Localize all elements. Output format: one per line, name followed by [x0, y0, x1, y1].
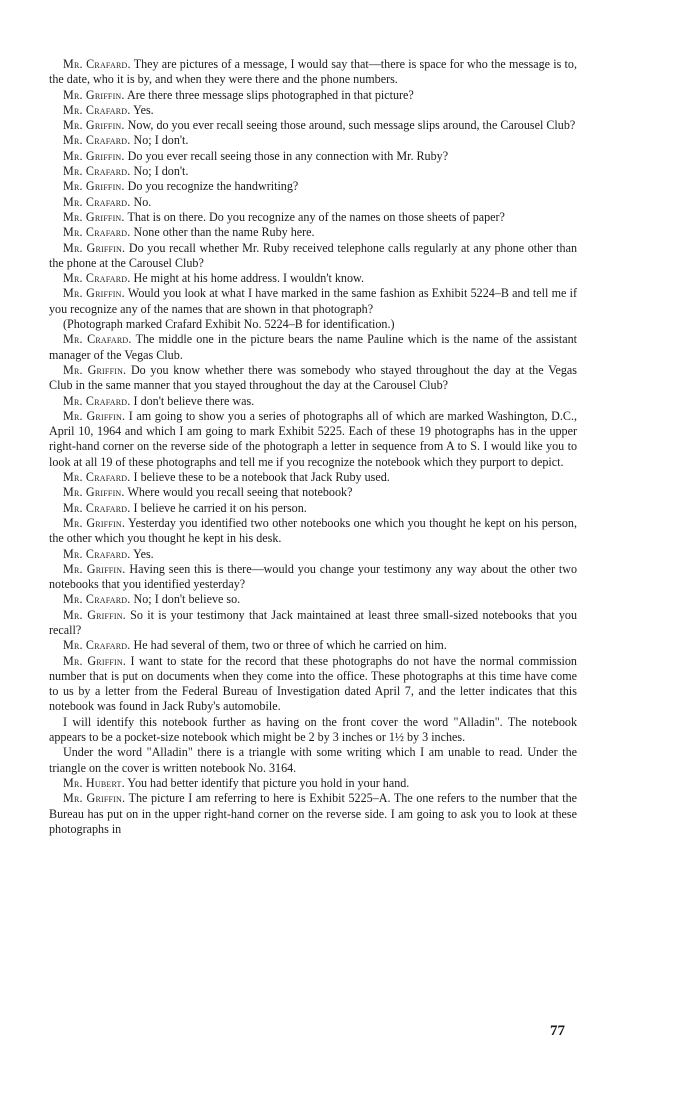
paragraph-text: You had better identify that picture you hold in your hand. — [124, 775, 410, 790]
page-number: 77 — [550, 1023, 565, 1039]
testimony-paragraph — [49, 57, 577, 88]
speaker-name: Mr. Griffin. — [63, 362, 127, 377]
paragraph-text: No; I don't. — [130, 164, 189, 179]
speaker-name: Mr. Hubert. — [63, 775, 125, 790]
paragraph-text: The middle one in the picture bears the name Pauline which is the name of the assistant manager of the Vegas Club. — [49, 332, 577, 362]
speaker-name: Mr. Crafard. — [63, 102, 131, 117]
paragraph-text: I am going to show you a series of photographs all of which are marked Washington, D.C., April 10, 1964 and which I am going to mark Exhibit 5225. Each of these 19 photographs has in the upper right-hand corner on the reverse side of the photograph a letter in sequence from A to S. I would like you to look at all 19 of these photographs and tell me if you recognize the notebook which they purport to depict. — [49, 408, 577, 469]
testimony-paragraph — [49, 547, 577, 562]
testimony-paragraph — [49, 791, 577, 837]
paragraph-text: No. — [130, 194, 152, 209]
speaker-name: Mr. Crafard. — [63, 57, 131, 71]
speaker-name: Mr. Crafard. — [63, 592, 131, 607]
paragraph-text: No; I don't. — [130, 133, 189, 148]
paragraph-text: They are pictures of a message, I would say that—there is space for who the message is to, the date, who it is by, and when they were there and the phone numbers. — [49, 57, 577, 87]
testimony-paragraph — [49, 562, 577, 593]
testimony-paragraph — [49, 286, 577, 317]
speaker-name: Mr. Crafard. — [63, 164, 131, 179]
paragraph-text: Do you recall whether Mr. Ruby received telephone calls regularly at any phone other than the phone at the Carousel Club? — [49, 240, 577, 270]
testimony-paragraph — [49, 592, 577, 607]
paragraph-text: Do you recognize the handwriting? — [124, 179, 299, 194]
speaker-name: Mr. Crafard. — [63, 638, 131, 653]
paragraph-text: He had several of them, two or three of which he carried on him. — [130, 638, 447, 653]
speaker-name: Mr. Crafard. — [63, 271, 131, 286]
speaker-name: Mr. Crafard. — [63, 332, 132, 347]
speaker-name: Mr. Griffin. — [63, 607, 126, 622]
testimony-paragraph — [49, 715, 577, 746]
speaker-name: Mr. Griffin. — [63, 485, 125, 500]
testimony-paragraph — [49, 241, 577, 272]
speaker-name: Mr. Crafard. — [63, 133, 131, 148]
speaker-name: Mr. Griffin. — [63, 653, 127, 668]
paragraph-text: Yesterday you identified two other notebooks one which you thought he kept on his person, the other which you thought he kept in his desk. — [49, 515, 577, 546]
speaker-name: Mr. Crafard. — [63, 470, 131, 485]
speaker-name: Mr. Crafard. — [63, 225, 131, 240]
testimony-paragraph — [49, 317, 577, 332]
paragraph-text: Yes. — [130, 102, 154, 117]
paragraph-text: I want to state for the record that these photographs do not have the normal commission number that is put on documents when they come into the office. These photographs at this time have come to us by a letter from the Federal Bureau of Investigation dated April 7, and the letter indicates that this notebook was found in Jack Ruby's automobile. — [49, 653, 577, 714]
testimony-paragraph — [49, 608, 577, 639]
paragraph-text: (Photograph marked Crafard Exhibit No. 5224–B for identification.) — [63, 317, 395, 332]
speaker-name: Mr. Griffin. — [63, 515, 126, 530]
speaker-name: Mr. Griffin. — [63, 179, 125, 194]
speaker-name: Mr. Griffin. — [63, 240, 126, 255]
testimony-paragraph — [49, 409, 577, 470]
testimony-paragraph — [49, 745, 577, 776]
testimony-paragraph — [49, 225, 577, 240]
paragraph-text: I believe these to be a notebook that Jack Ruby used. — [130, 470, 390, 485]
document-body — [49, 57, 577, 837]
paragraph-text: The picture I am referring to here is Exhibit 5225–A. The one refers to the number that the Bureau has put on in the upper right-hand corner on the reverse side. I am going to ask you to look at these photographs in — [49, 791, 578, 836]
testimony-paragraph — [49, 195, 577, 210]
speaker-name: Mr. Griffin. — [63, 286, 125, 301]
testimony-paragraph — [49, 776, 577, 791]
paragraph-text: Under the word "Alladin" there is a triangle with some writing which I am unable to read. Under the triangle on the cover is written notebook No. 3164. — [49, 745, 577, 775]
speaker-name: Mr. Griffin. — [63, 118, 125, 133]
testimony-paragraph — [49, 88, 577, 103]
speaker-name: Mr. Griffin. — [63, 561, 126, 576]
paragraph-text: Are there three message slips photographed in that picture? — [124, 87, 414, 102]
speaker-name: Mr. Griffin. — [63, 87, 125, 102]
testimony-paragraph — [49, 210, 577, 225]
paragraph-text: Would you look at what I have marked in the same fashion as Exhibit 5224–B and tell me if you recognize any of the names that are shown in that photograph? — [49, 286, 577, 316]
paragraph-text: None other than the name Ruby here. — [130, 225, 315, 240]
speaker-name: Mr. Crafard. — [63, 500, 131, 515]
paragraph-text: No; I don't believe so. — [130, 592, 241, 607]
speaker-name: Mr. Crafard. — [63, 393, 131, 408]
paragraph-text: I believe he carried it on his person. — [130, 500, 307, 515]
paragraph-text: Yes. — [130, 546, 154, 561]
testimony-paragraph — [49, 516, 577, 547]
speaker-name: Mr. Griffin. — [63, 209, 125, 224]
testimony-paragraph — [49, 638, 577, 653]
paragraph-text: He might at his home address. I wouldn't know. — [130, 271, 364, 286]
testimony-paragraph — [49, 470, 577, 485]
paragraph-text: Do you know whether there was somebody who stayed throughout the day at the Vegas Club in the same manner that you stayed throughout the day at the Carousel Club? — [49, 362, 577, 393]
testimony-paragraph — [49, 654, 577, 715]
testimony-paragraph — [49, 485, 577, 500]
paragraph-text: Where would you recall seeing that notebook? — [124, 485, 353, 500]
speaker-name: Mr. Crafard. — [63, 194, 131, 209]
paragraph-text: Now, do you ever recall seeing those around, such message slips around, the Carousel Club? — [124, 118, 576, 133]
testimony-paragraph — [49, 363, 577, 394]
speaker-name: Mr. Griffin. — [63, 408, 126, 423]
speaker-name: Mr. Griffin. — [63, 791, 126, 806]
paragraph-text: That is on there. Do you recognize any of the names on those sheets of paper? — [124, 209, 505, 224]
paragraph-text: So it is your testimony that Jack maintained at least three small-sized notebooks that you recall? — [49, 607, 577, 637]
testimony-paragraph — [49, 118, 577, 133]
testimony-paragraph — [49, 164, 577, 179]
speaker-name: Mr. Crafard. — [63, 546, 131, 561]
speaker-name: Mr. Griffin. — [63, 148, 125, 163]
paragraph-text: Having seen this is there—would you change your testimony any way about the other two notebooks that you identified yesterday? — [49, 561, 578, 592]
testimony-paragraph — [49, 133, 577, 148]
testimony-paragraph — [49, 103, 577, 118]
testimony-paragraph — [49, 501, 577, 516]
testimony-paragraph — [49, 179, 577, 194]
testimony-paragraph — [49, 149, 577, 164]
paragraph-text: I don't believe there was. — [130, 393, 255, 408]
testimony-paragraph — [49, 332, 577, 363]
paragraph-text: I will identify this notebook further as having on the front cover the word "Alladin". The notebook appears to be a pocket-size notebook which might be 2 by 3 inches or 1½ by 3 inches. — [49, 714, 577, 745]
paragraph-text: Do you ever recall seeing those in any connection with Mr. Ruby? — [124, 148, 449, 163]
testimony-paragraph — [49, 394, 577, 409]
testimony-paragraph — [49, 271, 577, 286]
